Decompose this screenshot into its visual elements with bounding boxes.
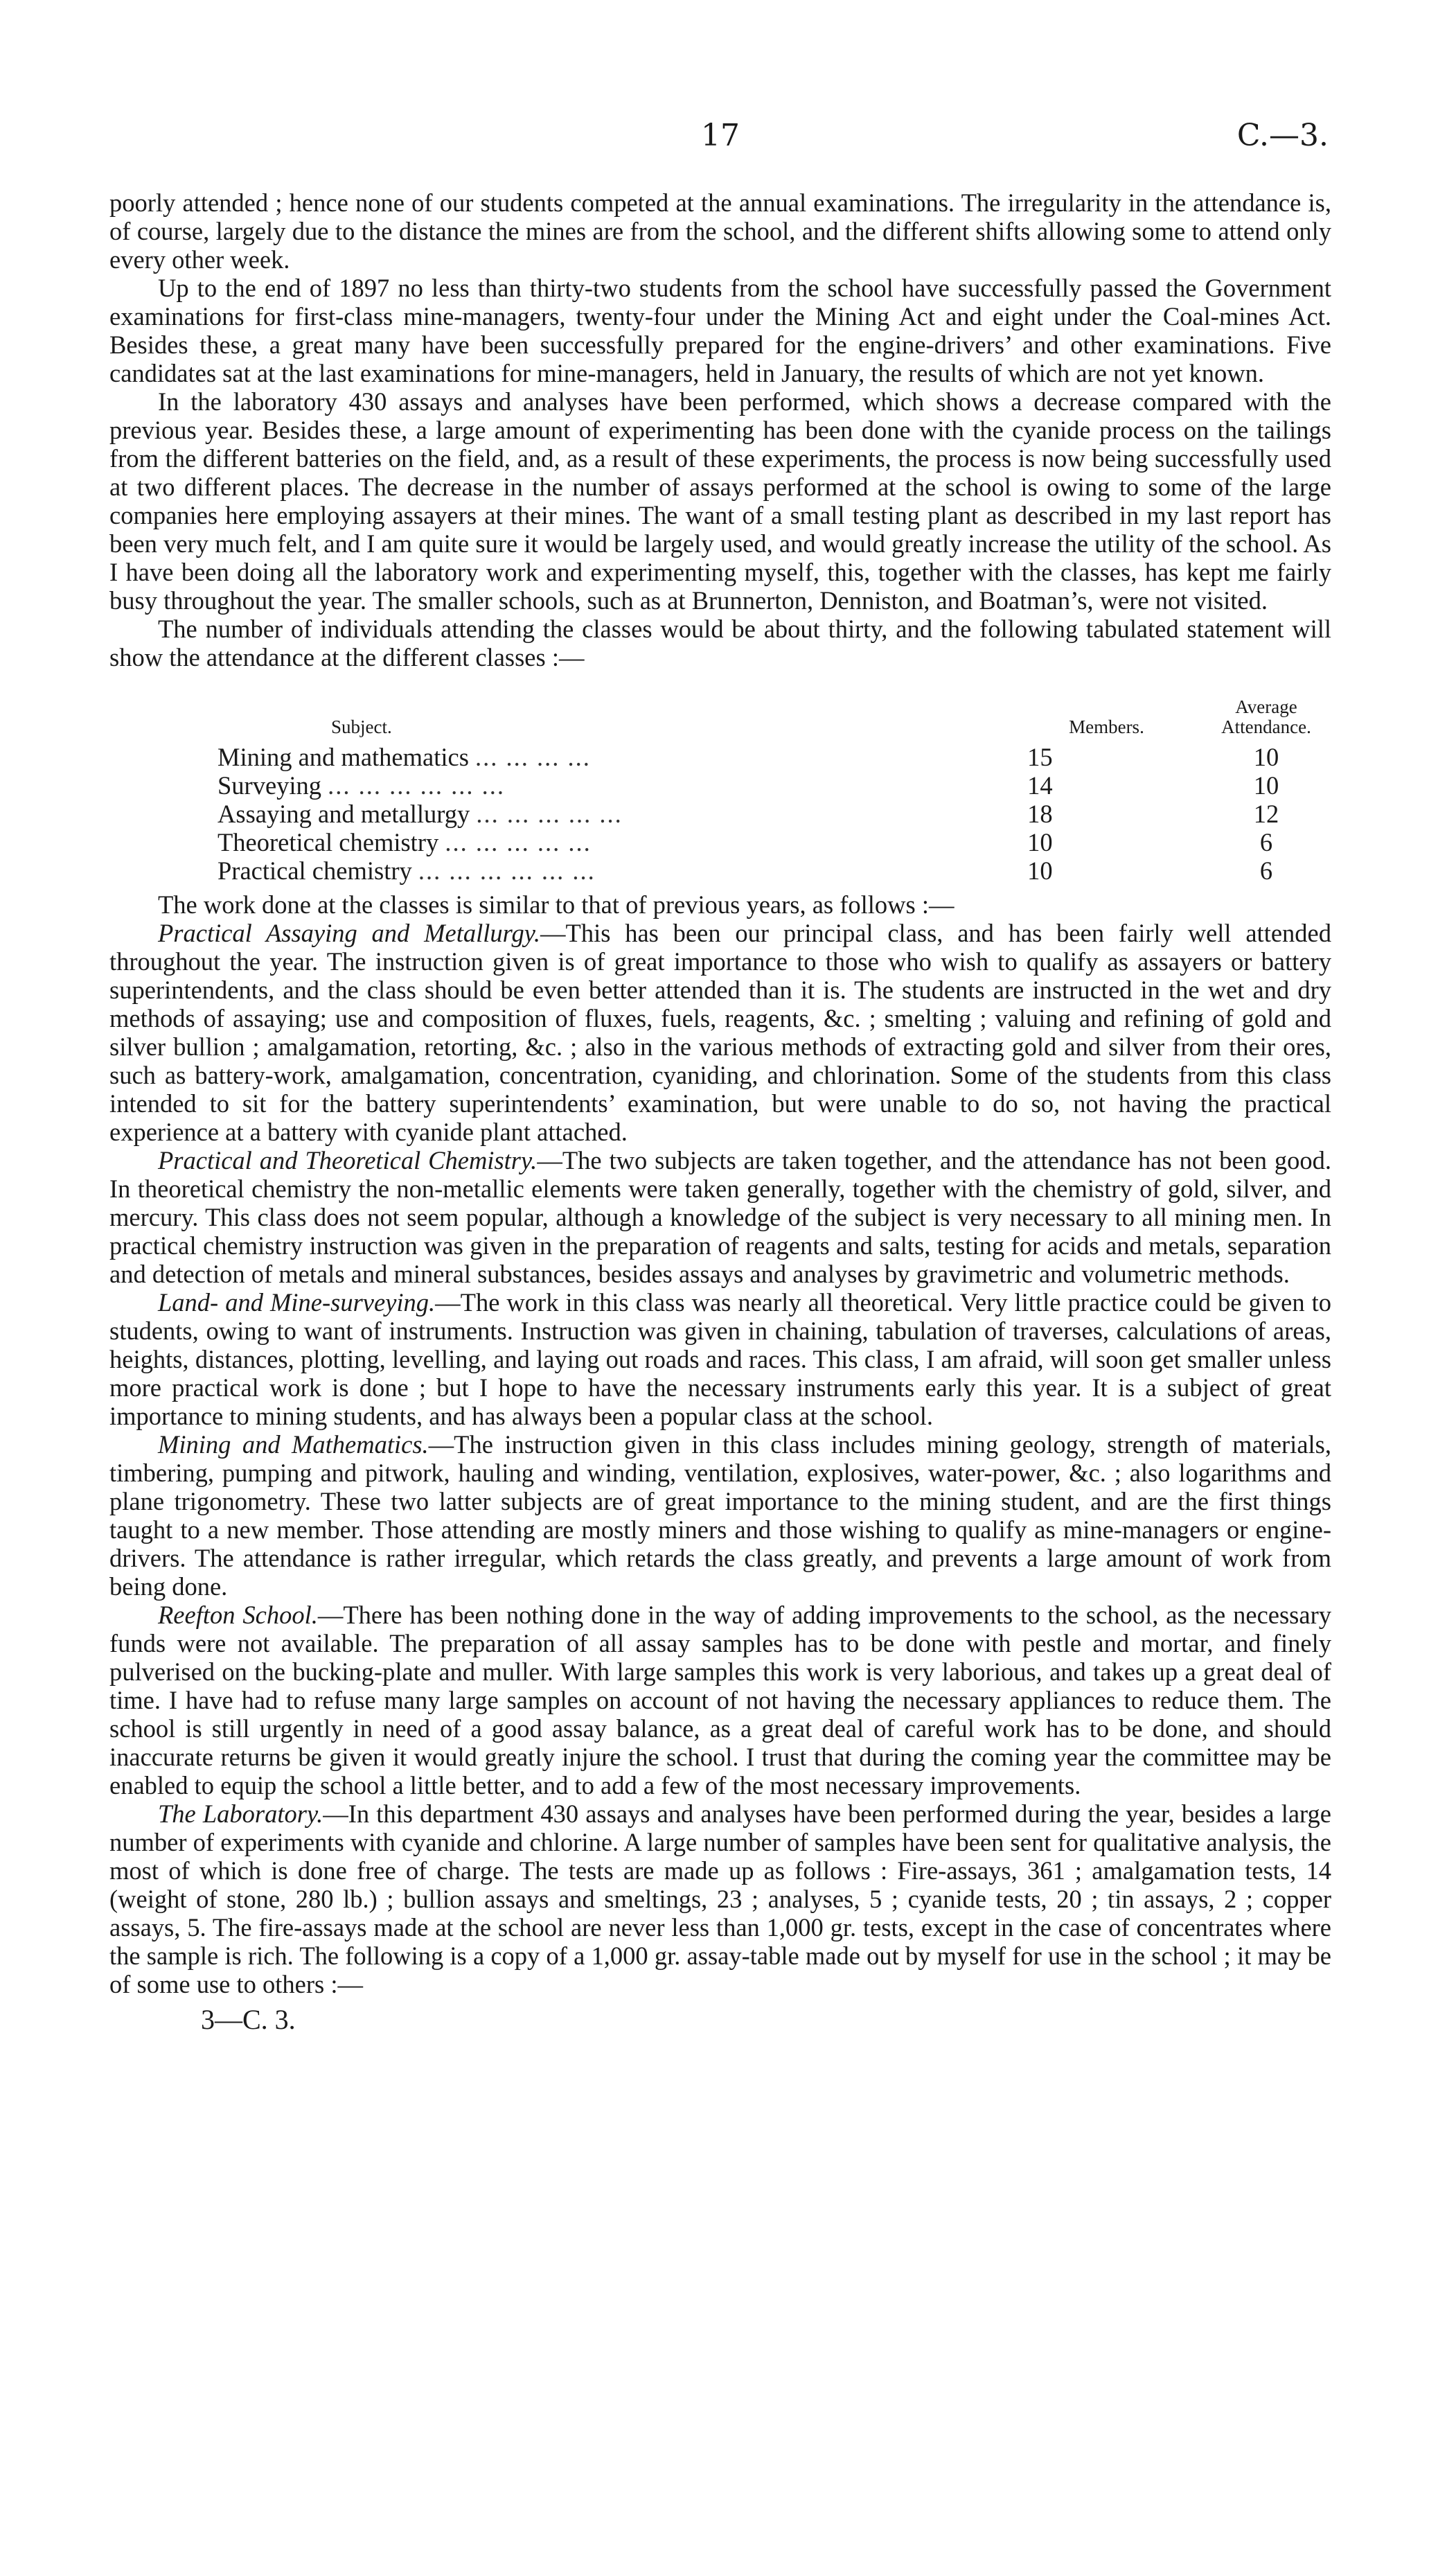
paragraph (109, 1430, 1331, 1601)
section-text: —The instruction given in this class includes mining geology, strength of materials, timbering, pumping and pitwork, hauling and winding, ventilation, explosives, water-power, &c. ; also logarithms and plane trigonometry. These two latter subjects are of great importance to the mining student, and are the first things taught to a new member. Those attending are mostly miners and those wishing to qualify as mine-managers or engine-drivers. The attendance is rather irregular, which retards the class greatly, and prevents a large amount of work from being done. (109, 1430, 1331, 1601)
section-text: —The work in this class was nearly all theoretical. Very little practice could be given to students, owing to want of instruments. Instruction was given in chaining, tabulation of traverses, calculations of areas, heights, distances, plotting, levelling, and laying out roads and races. This class, I am afraid, will soon get smaller unless more practical work is done ; but I hope to have the necessary instruments early this year. It is a subject of great importance to mining students, and has always been a popular class at the school. (109, 1288, 1331, 1430)
section-text: —There has been nothing done in the way of adding improvements to the school, as the necessary funds were not available. The preparation of all assay samples has to be done with pestle and mortar, and finely pulverised on the bucking-plate and muller. With large samples this work is very laborious, and takes up a great deal of time. I have had to refuse many large samples on account of not having the necessary appliances to reduce them. The school is still urgently in need of a good assay balance, as a great deal of careful work has to be done, and should inaccurate returns be given it would greatly injure the school. I trust that during the coming year the committee may be enabled to equip the school a little better, and to add a few of the most necessary improvements. (109, 1601, 1331, 1799)
paragraph: The number of individuals attending the classes would be about thirty, and the following tabulated statement will show the attendance at the different classes :— (109, 615, 1331, 671)
section-title: Land- and Mine-surveying. (158, 1288, 436, 1317)
average-cell: 10 (1253, 771, 1279, 800)
header-average-line2: Attendance. (1221, 716, 1311, 737)
paper-reference: C.—3. (1236, 118, 1329, 153)
header-subject: Subject. (331, 716, 392, 737)
leader-dots: ... ... ... ... (475, 743, 591, 771)
paragraph (109, 1601, 1331, 1799)
leader-dots: ... ... ... ... ... (445, 828, 592, 856)
members-cell: 18 (1027, 800, 1053, 828)
paragraph: The work done at the classes is similar to that of previous years, as follows :— (158, 890, 955, 919)
table-row (109, 828, 1331, 856)
leader-dots: ... ... ... ... ... (476, 800, 623, 828)
section-title: Practical Assaying and Metallurgy. (158, 919, 541, 947)
paragraph: In the laboratory 430 assays and analyses have been performed, which shows a decrease compared with the previous year. Besides these, a large amount of experimenting has been done with the cyanide process on the tailings from the different batteries on the field, and, as a result of these experiments, the process is now being successfully used at two different places. The decrease in the number of assays performed at the school is owing to some of the large companies here employing assayers at their mines. The want of a small testing plant as described in my last report has been very much felt, and I am quite sure it would be largely used, and would greatly increase the utility of the school. As I have been doing all the laboratory work and experimenting myself, this, together with the classes, has kept me fairly busy throughout the year. The smaller schools, such as at Brunnerton, Denniston, and Boatman’s, were not visited. (109, 387, 1331, 615)
average-cell: 6 (1259, 856, 1273, 885)
average-cell: 12 (1253, 800, 1279, 828)
header-average-line1: Average (1235, 696, 1297, 717)
table-header-row (109, 696, 1331, 743)
subject-cell: Theoretical chemistry (217, 828, 439, 856)
paragraph (109, 1288, 1331, 1430)
subject-cell: Assaying and metallurgy (217, 800, 470, 828)
section-text: —In this department 430 assays and analyses have been performed during the year, besides a large number of experiments with cyanide and chlorine. A large number of samples have been sent for qualitative analysis, the most of which is done free of charge. The tests are made up as follows : Fire-assays, 361 ; amalgamation tests, 14 (weight of stone, 280 lb.) ; bullion assays and smeltings, 23 ; analyses, 5 ; cyanide tests, 20 ; tin assays, 2 ; copper assays, 5. The fire-assays made at the school are never less than 1,000 gr. tests, except in the case of concentrates where the sample is rich. The following is a copy of a 1,000 gr. assay-table made out by myself for use in the school ; it may be of some use to others :— (109, 1799, 1331, 1998)
members-cell: 15 (1027, 743, 1053, 771)
section-title: Reefton School. (158, 1601, 318, 1629)
members-cell: 10 (1027, 856, 1053, 885)
table-row (109, 771, 1331, 800)
section-title: Mining and Mathematics. (158, 1430, 429, 1459)
paragraph: Up to the end of 1897 no less than thirty-two students from the school have successfully passed the Government examinations for first-class mine-managers, twenty-four under the Mining Act and eight under the Coal-mines Act. Besides these, a great many have been successfully prepared for the engine-drivers’ and other examinations. Five candidates sat at the last examinations for mine-managers, held in January, the results of which are not yet known. (109, 274, 1331, 387)
table-row (109, 856, 1331, 885)
table-row (109, 800, 1331, 828)
paragraph (109, 919, 1331, 1146)
members-cell: 10 (1027, 828, 1053, 856)
section-title: The Laboratory. (158, 1799, 323, 1828)
subject-cell: Mining and mathematics (217, 743, 469, 771)
body-text (109, 188, 1331, 2034)
paragraph (109, 1799, 1331, 1998)
page-number: 17 (701, 118, 740, 153)
running-head (109, 118, 1331, 166)
leader-dots: ... ... ... ... ... ... (418, 856, 596, 885)
members-cell: 14 (1027, 771, 1053, 800)
subject-cell: Surveying (217, 771, 322, 800)
paragraph (109, 1146, 1331, 1288)
table-row (109, 743, 1331, 771)
signature-mark: 3—C. 3. (201, 2004, 296, 2035)
section-text: —This has been our principal class, and has been fairly well attended throughout the year. The instruction given is of great importance to those who wish to qualify as assayers or battery superintendents, and the class should be even better attended than it is. The students are instructed in the wet and dry methods of assaying; use and composition of fluxes, fuels, reagents, &c. ; smelting ; valuing and refining of gold and silver bullion ; amalgamation, retorting, &c. ; also in the various methods of extracting gold and silver from their ores, such as battery-work, amalgamation, concentration, cyaniding, and chlorination. Some of the students from this class intended to sit for the battery superintendents’ examination, but were unable to do so, not having the practical experience at a battery with cyanide plant attached. (109, 919, 1331, 1146)
average-cell: 10 (1253, 743, 1279, 771)
section-title: Practical and Theoretical Chemistry. (158, 1146, 538, 1174)
attendance-table (109, 696, 1331, 885)
leader-dots: ... ... ... ... ... ... (328, 771, 506, 800)
header-average-attendance (1201, 696, 1331, 743)
section-text: —The two subjects are taken together, and the attendance has not been good. In theoretical chemistry the non-metallic elements were taken generally, together with the chemistry of gold, silver, and mercury. This class does not seem popular, although a knowledge of the subject is very necessary to all mining men. In practical chemistry instruction was given in the preparation of reagents and salts, testing for acids and metals, separation and detection of metals and mineral substances, besides assays and analyses by gravimetric and volumetric methods. (109, 1146, 1331, 1288)
subject-cell: Practical chemistry (217, 856, 412, 885)
paragraph: poorly attended ; hence none of our students competed at the annual examinations. The irregularity in the attendance is, of course, largely due to the distance the mines are from the school, and the different shifts allowing some to attend only every other week. (109, 188, 1331, 274)
document-page (109, 0, 1331, 2570)
header-members: Members. (1069, 716, 1144, 737)
average-cell: 6 (1259, 828, 1273, 856)
